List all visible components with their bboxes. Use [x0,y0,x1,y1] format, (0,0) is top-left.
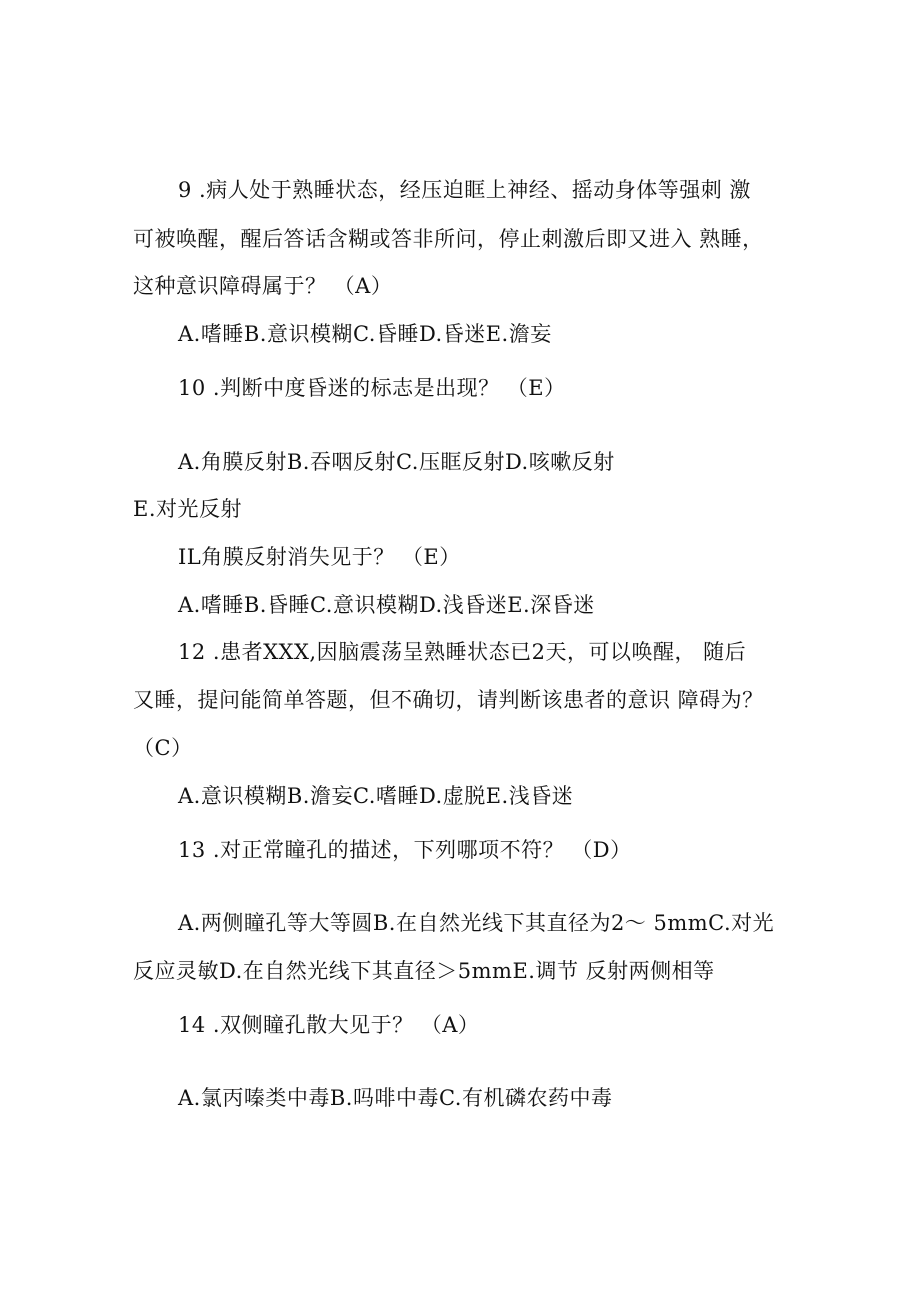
question-11-options: A.嗜睡B.昏睡C.意识模糊D.浅昏迷E.深昏迷 [178,593,595,617]
question-10-options-2: E.对光反射 [133,497,243,521]
question-9-line-3: 这种意识障碍属于？ （A） [133,274,393,298]
question-11-stem: IL角膜反射消失见于？ （E） [178,545,461,569]
question-9-line-2: 可被唤醒，醒后答话含糊或答非所问，停止刺激后即又进入 熟睡， [133,227,764,251]
question-10-options-1: A.角膜反射B.吞咽反射C.压眶反射D.咳嗽反射 [178,450,615,474]
question-12-line-2: 又睡，提问能简单答题，但不确切，请判断该患者的意识 障碍为？ [133,688,764,712]
question-9-options: A.嗜睡B.意识模糊C.昏睡D.昏迷E.澹妄 [178,322,552,346]
question-10-stem: 10 .判断中度昏迷的标志是出现？ （E） [178,376,566,400]
question-12-line-1: 12 .患者XXX,因脑震荡呈熟睡状态已2天，可以唤醒， 随后 [178,640,747,664]
question-12-line-3: （C） [133,736,193,760]
question-13-options-2: 反应灵敏D.在自然光线下其直径＞5mmE.调节 反射两侧相等 [133,959,715,983]
question-9-line-1: 9 .病人处于熟睡状态，经压迫眶上神经、摇动身体等强刺 激 [178,178,751,202]
question-14-options: A.氯丙嗪类中毒B.吗啡中毒C.有机磷农药中毒 [178,1086,613,1110]
question-13-stem: 13 .对正常瞳孔的描述，下列哪项不符？ （D） [178,838,632,862]
question-12-options: A.意识模糊B.澹妄C.嗜睡D.虚脱E.浅昏迷 [178,784,574,808]
question-14-stem: 14 .双侧瞳孔散大见于？ （A） [178,1013,480,1037]
question-13-options-1: A.两侧瞳孔等大等圆B.在自然光线下其直径为2〜 5mmC.对光 [178,911,775,935]
